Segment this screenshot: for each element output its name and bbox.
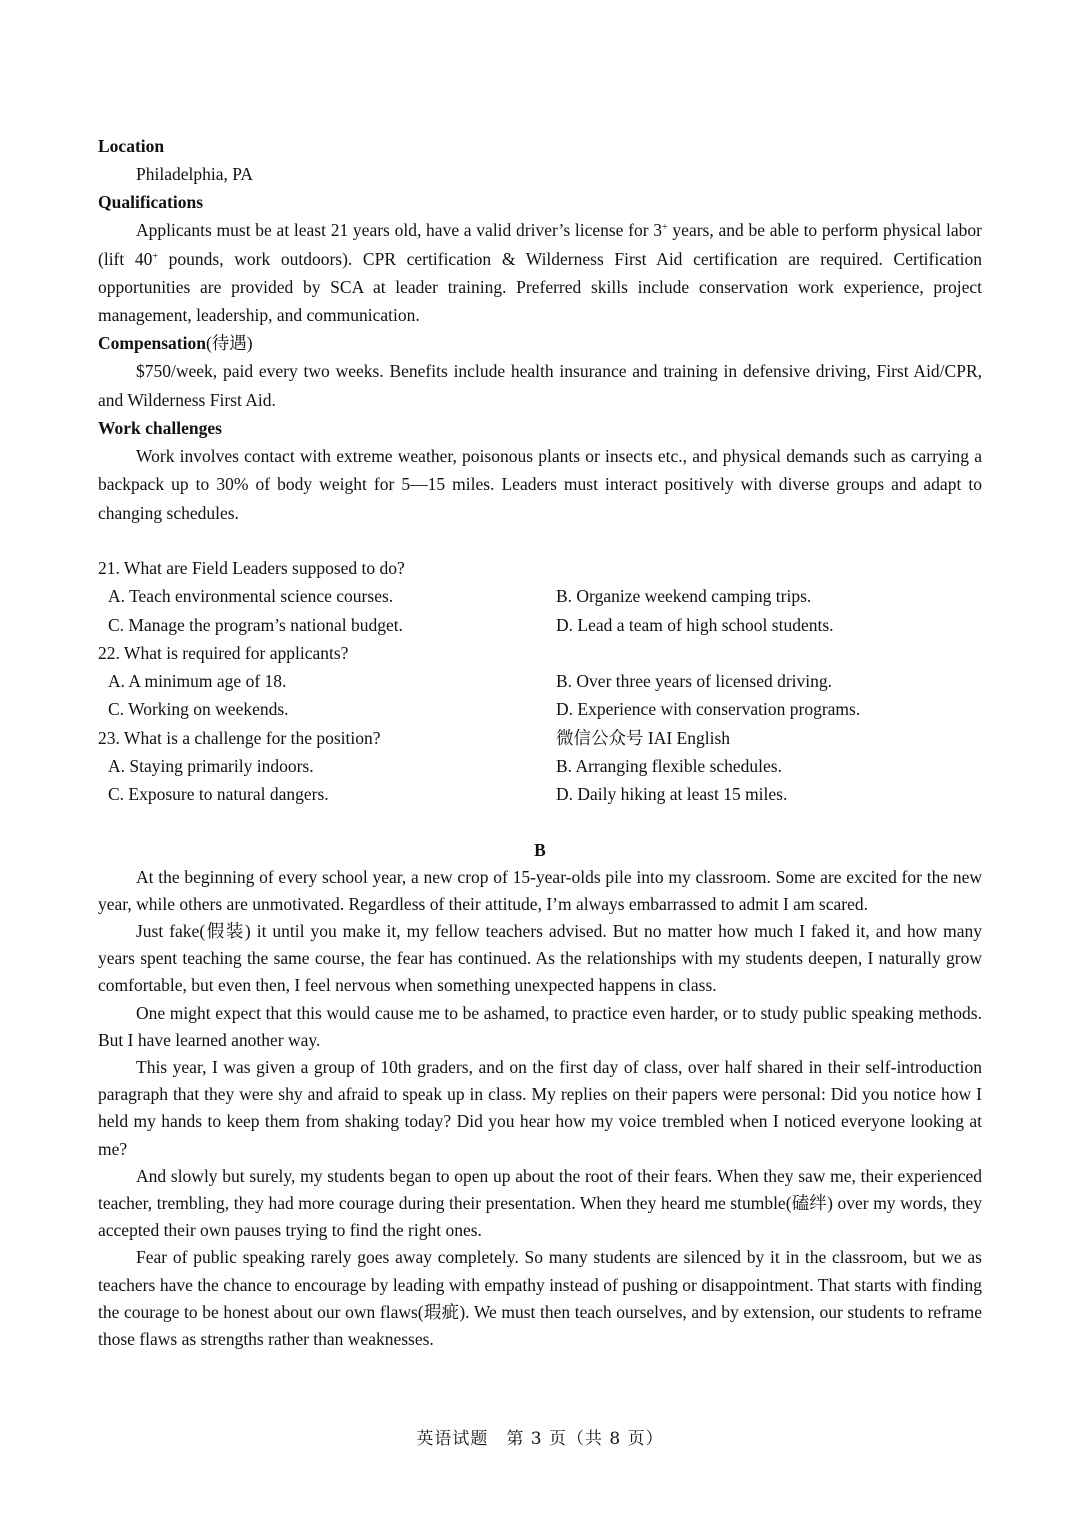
compensation-heading-en: Compensation	[98, 333, 206, 354]
qual-part-1: Applicants must be at least 21 years old, have a valid driver’s license for 3	[136, 220, 663, 241]
question-aside	[556, 639, 982, 667]
challenges-text: Work involves contact with extreme weather, poisonous plants or insects etc., and physical demands such as carrying a backpack up to 30% of body weight for 5—15 miles. Leaders must interact positively with diverse groups and adapt to changing schedules.	[98, 446, 982, 523]
question-23	[98, 724, 982, 809]
qual-sup-1: +	[662, 222, 668, 234]
compensation-heading-cn: (待遇)	[205, 333, 253, 354]
option-b: B. Organize weekend camping trips.	[556, 586, 812, 607]
option-c: C. Manage the program’s national budget.	[108, 614, 403, 635]
passage-paragraph: Just fake(假装) it until you make it, my fellow teachers advised. But no matter how much I faked it, and how many years spent teaching the same course, the fear has continued. As the relationships with my students deepen, I naturally grow comfortable, but even then, I feel nervous when something unexpected happens in class.	[98, 921, 982, 996]
exam-page	[98, 132, 982, 1353]
option-b: B. Over three years of licensed driving.	[556, 671, 833, 692]
option-a: A. A minimum age of 18.	[108, 671, 287, 692]
location-text: Philadelphia, PA	[136, 164, 253, 184]
question-stem: 22. What is required for applicants?	[98, 642, 349, 663]
qualifications-heading: Qualifications	[98, 192, 204, 213]
passage-paragraph: At the beginning of every school year, a new crop of 15-year-olds pile into my classroom. Some are excited for the new year, while others are unmotivated. Regardless of their attitude, I’m always embarrassed to admit I am scared.	[98, 866, 982, 914]
compensation-text: $750/week, paid every two weeks. Benefits include health insurance and training in defensive driving, First Aid/CPR, and Wilderness First Aid.	[98, 361, 982, 410]
option-a: A. Teach environmental science courses.	[108, 586, 394, 607]
question-aside: 微信公众号 IAI English	[556, 727, 731, 748]
qualifications-text	[98, 216, 982, 329]
qual-part-3: pounds, work outdoors). CPR certification & Wilderness First Aid certification are required. Certification opportunities are provided by SCA at leader training. Preferred skills include conservation work experience, project management, leadership, and communication.	[98, 248, 982, 326]
option-d: D. Experience with conservation programs.	[556, 699, 861, 720]
challenges-heading: Work challenges	[98, 418, 222, 439]
passage-paragraph: This year, I was given a group of 10th graders, and on the first day of class, over half shared in their self-introduction paragraph that they were shy and afraid to speak up in class. My replies on their papers were personal: Did you notice how I held my hands to keep them from shaking today? Did you hear how my voice trembled when I noticed everyone looking at me?	[98, 1057, 982, 1159]
passage-paragraph: Fear of public speaking rarely goes away completely. So many students are silenced by it in the classroom, but we as teachers have the chance to encourage by leading with empathy instead of pushing or disappointment. That starts with finding the courage to be honest about our own flaws(瑕疵). We must then teach ourselves, and by extension, our students to reframe those flaws as strengths rather than weaknesses.	[98, 1247, 982, 1350]
question-aside	[556, 554, 982, 582]
option-c: C. Working on weekends.	[108, 699, 289, 720]
option-a: A. Staying primarily indoors.	[108, 756, 314, 777]
passage-paragraph: And slowly but surely, my students began to open up about the root of their fears. When they saw me, their experienced teacher, trembling, they had more courage during their presentation. When they heard me stumble(磕绊) over my words, they accepted their own pauses trying to find the right ones.	[98, 1165, 982, 1241]
option-c: C. Exposure to natural dangers.	[108, 784, 329, 805]
location-heading: Location	[98, 136, 165, 156]
compensation-heading	[98, 329, 982, 357]
question-22	[98, 639, 982, 724]
question-stem: 23. What is a challenge for the position?	[98, 727, 381, 748]
option-b: B. Arranging flexible schedules.	[556, 756, 782, 777]
qual-sup-2: +	[152, 250, 159, 262]
option-d: D. Daily hiking at least 15 miles.	[556, 784, 788, 805]
qual-part-2: years, and be able to perform physical labor (lift 40	[98, 220, 983, 269]
option-d: D. Lead a team of high school students.	[556, 614, 834, 635]
question-stem: 21. What are Field Leaders supposed to do?	[98, 557, 405, 578]
question-21	[98, 554, 982, 639]
passage-b-title: B	[534, 839, 546, 860]
page-footer: 英语试题 第 3 页（共 8 页）	[416, 1429, 664, 1449]
passage-paragraph: One might expect that this would cause me to be ashamed, to practice even harder, or to study public speaking methods. But I have learned another way.	[98, 1002, 982, 1050]
